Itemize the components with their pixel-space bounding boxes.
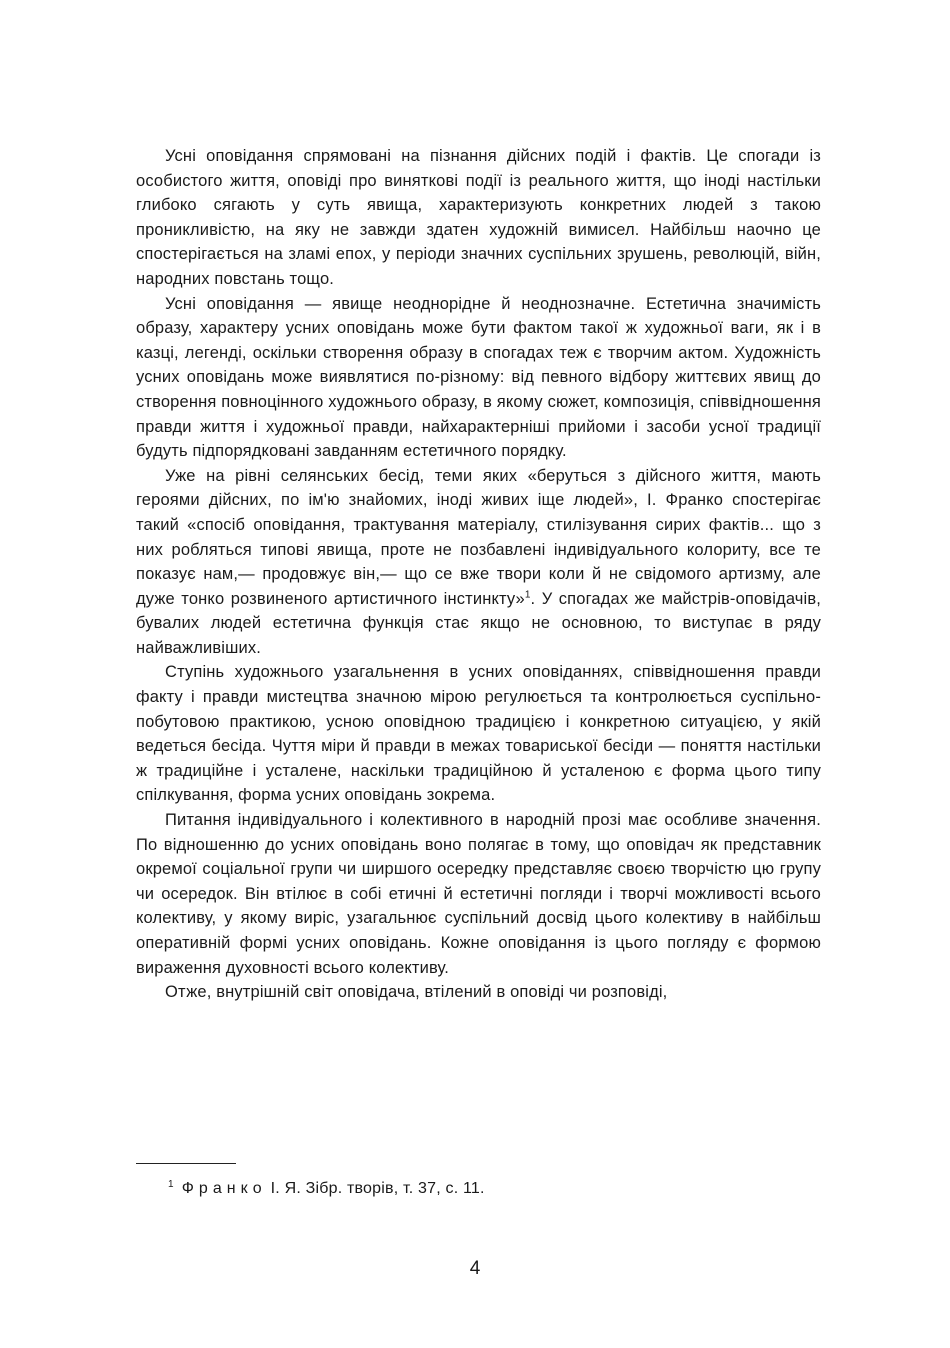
footnote-divider [136,1163,236,1164]
paragraph-1: Усні оповідання спрямовані на пізнання дійсних подій і фактів. Це спогади із особистого життя, оповіді про виняткові події із реального життя, що іноді настільки глибоко сягають у суть явища, характеризують конкретних людей з такою проникливістю, на яку не завжди здатен художній вимисел. Найбільш наочно це спостерігається на зламі епох, у періоди значних суспільних зрушень, революцій, війн, народних повстань тощо. [136,147,821,288]
paragraph-2: Усні оповідання — явище неоднорідне й неоднозначне. Естетична значимість образу, характеру усних оповідань може бути фактом такої ж художньої ваги, як і в казці, легенді, оскільки створення образу в спогадах теж є творчим актом. Художність усних оповідань може виявлятися по-різному: від певного відбору життєвих явищ до створення повноцінного художнього образу, в якому сюжет, композиція, співвідношення правди життя і художньої правди, найхарактерніші прийоми і засоби усної традиції будуть підпорядковані завданням естетичного порядку. [136,294,821,461]
paragraph-6: Отже, внутрішній світ оповідача, втілений в оповіді чи розповіді, [165,983,668,1002]
page-body [136,144,821,1005]
paragraph-5: Питання індивідуального і колективного в народній прозі має особливе значення. По відношенню до усних оповідань воно полягає в тому, що оповідач як представник окремої соціальної групи чи ширшого осередку представляє своєю творчістю цю групу чи осередок. Він втілює в собі етичні й естетичні погляди і творчі можливості всього колективу, у якому виріс, узагальнює суспільний досвід цього колективу в найбільш оперативній формі усних оповідань. Кожне оповідання із цього погляду є формою вираження духовності всього колективу. [136,811,821,977]
footnote-reference: 1 [524,589,531,601]
paragraph-3 [136,464,821,661]
footnote-mark: 1 [168,1178,174,1190]
paragraph-4: Ступінь художнього узагальнення в усних оповіданнях, співвідношення правди факту і правди мистецтва значною мірою регулюється та контролюється суспільно-побутовою практикою, усною оповідною традицією і конкретною ситуацією, у якій ведеться бесіда. Чуття міри й правди в межах товариської бесіди — поняття настільки ж традиційне і усталене, наскільки традиційною й усталеною є форма цього типу спілкування, форма усних оповідань зокрема. [136,663,821,805]
footnote-text: І. Я. Зібр. творів, т. 37, с. 11. [270,1180,485,1197]
page-number: 4 [469,1258,481,1279]
footnote-author: Франко [181,1180,267,1197]
paragraph-3-tail: . У спогадах же майстрів-оповідачів, бувалих людей естетична функція стає якщо не основною, то виступає в ряду найважливіших. [136,589,821,657]
paragraph-3-text: Уже на рівні селянських бесід, теми яких «беруться з дійсного життя, мають героями дійсних, по ім'ю знайомих, іноді живих іще людей», І. Франко спостерігає такий «спосіб оповідання, трактування матеріалу, стилізування сирих фактів... що з них робляться типові явища, проте не позбавлені індивідуального колориту, все те показує нам,— продовжує він,— що се вже твори коли й не свідомого артизму, але дуже тонко розвиненого артистичного інстинкту» [136,466,821,608]
footnote [168,1180,485,1198]
